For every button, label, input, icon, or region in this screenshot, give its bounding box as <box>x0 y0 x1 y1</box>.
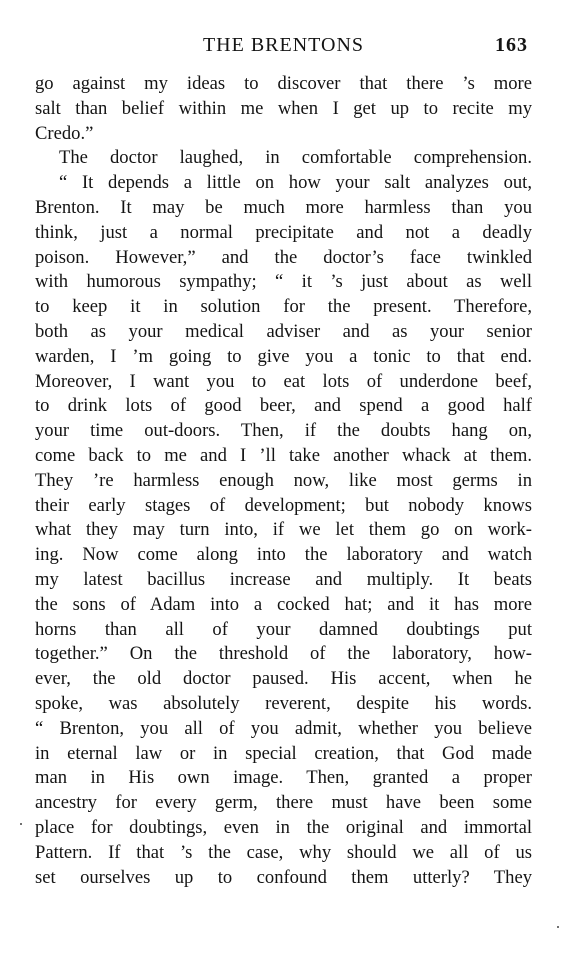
text-line: the sons of Adam into a cocked hat; and it has more <box>35 593 532 615</box>
text-line: horns than all of your damned doubtings put <box>35 618 532 640</box>
text-line: to drink lots of good beer, and spend a good half <box>35 395 532 417</box>
print-speck <box>20 823 22 825</box>
text-line: They ’re harmless enough now, like most germs in <box>35 469 532 491</box>
text-line: with humorous sympathy; “ it ’s just about as well <box>35 271 532 293</box>
body-text <box>35 72 532 890</box>
text-line: what they may turn into, if we let them go on work- <box>35 519 532 541</box>
text-line: spoke, was absolutely reverent, despite his words. <box>35 692 532 714</box>
text-line: Brenton. It may be much more harmless than you <box>35 196 532 218</box>
text-line: poison. However,” and the doctor’s face twinkled <box>35 246 532 268</box>
text-line: your time out-doors. Then, if the doubts hang on, <box>35 420 532 442</box>
text-line: man in His own image. Then, granted a proper <box>35 767 532 789</box>
text-line: come back to me and I ’ll take another whack at them. <box>35 444 532 466</box>
text-line: go against my ideas to discover that there ’s more <box>35 73 532 94</box>
text-line: Credo.” <box>35 122 94 144</box>
text-line: Moreover, I want you to eat lots of underdone beef, <box>35 370 532 392</box>
text-line: ancestry for every germ, there must have been some <box>35 792 532 814</box>
text-line: set ourselves up to confound them utterly? They <box>35 866 532 888</box>
book-page <box>35 34 532 890</box>
text-line: in eternal law or in special creation, that God made <box>35 742 532 764</box>
page-header <box>35 34 532 62</box>
text-line: place for doubtings, even in the original and immortal <box>35 816 532 838</box>
text-line: both as your medical adviser and as your senior <box>35 320 532 342</box>
running-title: THE BRENTONS <box>202 34 365 56</box>
text-line: together.” On the threshold of the laboratory, how- <box>35 643 532 665</box>
text-line: think, just a normal precipitate and not a deadly <box>35 221 532 243</box>
page-number: 163 <box>495 34 528 56</box>
text-line: salt than belief within me when I get up to recite my <box>35 97 532 119</box>
text-line: “ It depends a little on how your salt analyzes out, <box>59 172 532 194</box>
print-speck <box>557 926 559 928</box>
text-line: to keep it in solution for the present. Therefore, <box>35 296 532 318</box>
text-line: “ Brenton, you all of you admit, whether you believe <box>35 717 532 739</box>
text-line: their early stages of development; but nobody knows <box>35 494 532 516</box>
text-line: ever, the old doctor paused. His accent, when he <box>35 668 532 690</box>
text-line: Pattern. If that ’s the case, why should we all of us <box>35 841 532 863</box>
text-line: warden, I ’m going to give you a tonic to that end. <box>35 345 532 367</box>
text-line: ing. Now come along into the laboratory and watch <box>35 544 532 566</box>
text-line: The doctor laughed, in comfortable comprehension. <box>59 147 532 169</box>
text-line: my latest bacillus increase and multiply. It beats <box>35 568 532 590</box>
